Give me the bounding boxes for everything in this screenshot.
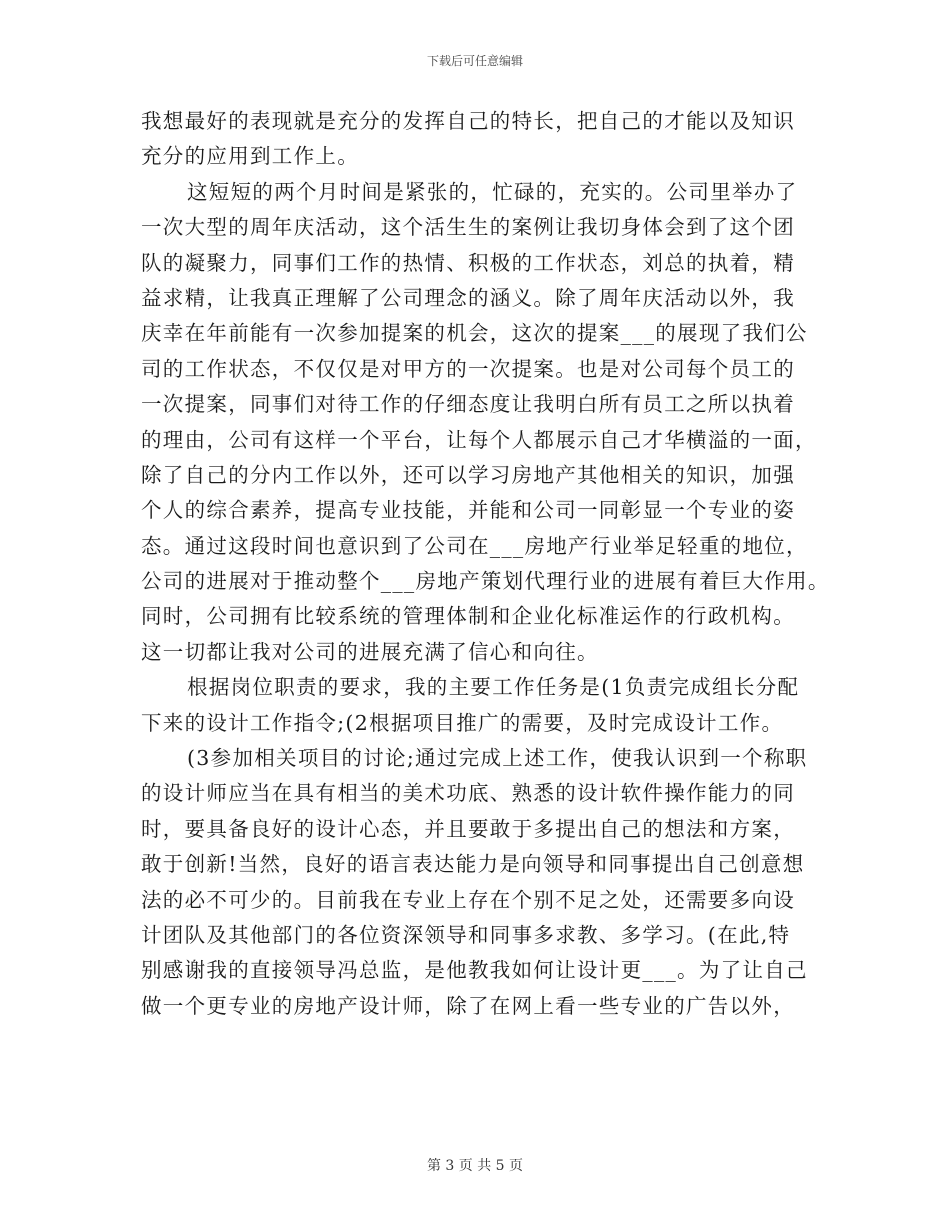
- text-line: 做一个更专业的房地产设计师，除了在网上看一些专业的广告以外，: [141, 993, 795, 1018]
- text-line: 的理由，公司有这样一个平台，让每个人都展示自己才华横溢的一面，: [141, 427, 817, 452]
- text-line: 队的凝聚力，同事们工作的热情、积极的工作状态，刘总的执着，精: [141, 250, 795, 275]
- text-line: 司的工作状态，不仅仅是对甲方的一次提案。也是对公司每个员工的: [141, 356, 795, 381]
- text-line: 公司的进展对于推动整个___房地产策划代理行业的进展有着巨大作用。: [141, 569, 830, 594]
- text-line: 同时，公司拥有比较系统的管理体制和企业化标准运作的行政机构。: [141, 604, 795, 629]
- text-line: 这短短的两个月时间是紧张的，忙碌的，充实的。公司里举办了: [187, 179, 798, 204]
- text-line: 这一切都让我对公司的进展充满了信心和向往。: [141, 639, 599, 664]
- text-line: 时，要具备良好的设计心态，并且要敢于多提出自己的想法和方案，: [141, 816, 795, 841]
- text-line: 法的必不可少的。目前我在专业上存在个别不足之处，还需要多向设: [141, 887, 795, 912]
- text-line: 一次提案，同事们对待工作的仔细态度让我明白所有员工之所以执着: [141, 392, 795, 417]
- text-line: 庆幸在年前能有一次参加提案的机会，这次的提案___的展现了我们公: [141, 321, 808, 346]
- text-line: 个人的综合素养，提高专业技能，并能和公司一同彰显一个专业的姿: [141, 498, 795, 523]
- page-header: 下载后可任意编辑: [426, 54, 523, 68]
- text-line: (3参加相关项目的讨论;通过完成上述工作，使我认识到一个称职: [187, 746, 808, 771]
- page-footer: 第 3 页 共 5 页: [426, 1158, 524, 1174]
- text-line: 敢于创新!当然，良好的语言表达能力是向领导和同事提出自己创意想: [141, 852, 805, 877]
- text-line: 别感谢我的直接领导冯总监，是他教我如何让设计更___。为了让自己: [141, 958, 808, 983]
- text-line: 益求精，让我真正理解了公司理念的涵义。除了周年庆活动以外，我: [141, 285, 795, 310]
- paragraph: [141, 670, 821, 741]
- text-line: 除了自己的分内工作以外，还可以学习房地产其他相关的知识，加强: [141, 462, 795, 487]
- text-line: 我想最好的表现就是充分的发挥自己的特长，把自己的才能以及知识: [141, 109, 795, 133]
- text-line: 的设计师应当在具有相当的美术功底、熟悉的设计软件操作能力的同: [141, 781, 795, 806]
- document-body: [141, 104, 830, 1024]
- text-line: 根据岗位职责的要求，我的主要工作任务是(1负责完成组长分配: [187, 675, 800, 700]
- text-line: 计团队及其他部门的各位资深领导和同事多求教、多学习。(在此,特: [141, 922, 791, 947]
- paragraph: [141, 104, 821, 175]
- paragraph: [141, 175, 830, 670]
- text-line: 一次大型的周年庆活动，这个活生生的案例让我切身体会到了这个团: [141, 215, 795, 240]
- text-line: 下来的设计工作指令;(2根据项目推广的需要，及时完成设计工作。: [141, 710, 784, 735]
- text-line: 充分的应用到工作上。: [141, 144, 359, 169]
- paragraph: [141, 741, 821, 1024]
- text-line: 态。通过这段时间也意识到了公司在___房地产行业举足轻重的地位，: [141, 533, 808, 558]
